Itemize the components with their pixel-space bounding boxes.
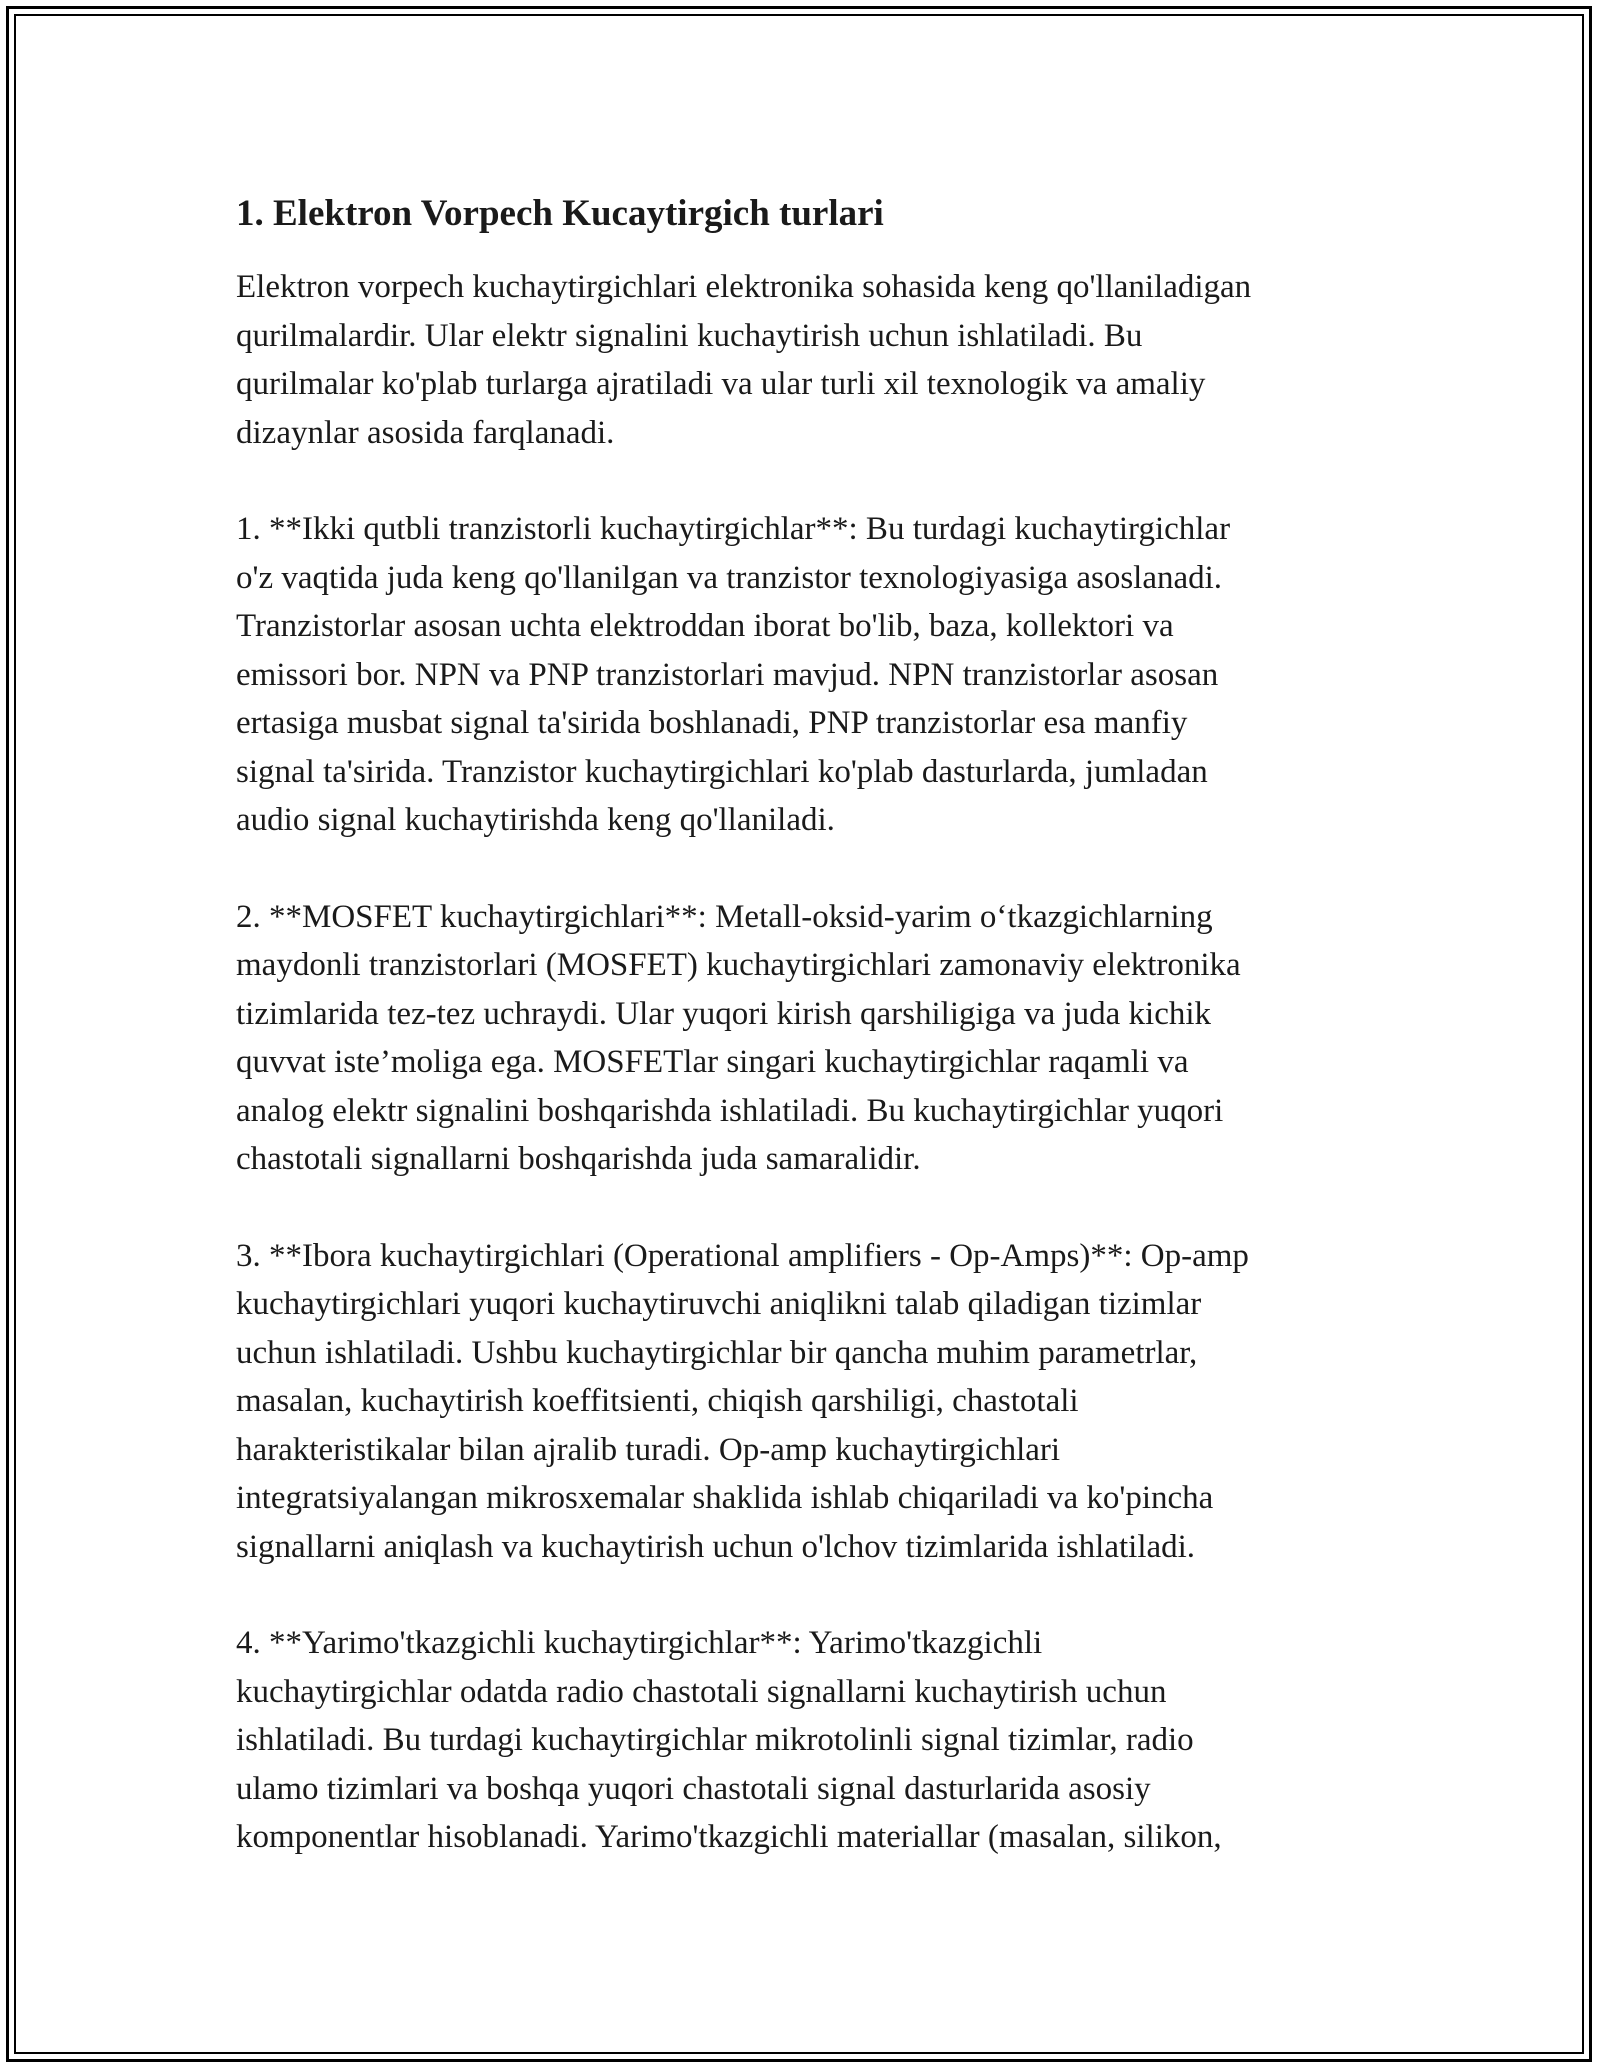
text-line: harakteristikalar bilan ajralib turadi. Op-amp kuchaytirgichlari xyxy=(236,1431,1061,1468)
paragraph-mosfet xyxy=(236,893,1376,1184)
text-line: analog elektr signalini boshqarishda ishlatiladi. Bu kuchaytirgichlar yuqori xyxy=(236,1092,1224,1129)
text-line: komponentlar hisoblanadi. Yarimo'tkazgichli materiallar (masalan, silikon, xyxy=(236,1819,1222,1855)
text-line: maydonli tranzistorlari (MOSFET) kuchaytirgichlari zamonaviy elektronika xyxy=(236,947,1241,983)
text-line: audio signal kuchaytirishda keng qo'llaniladi. xyxy=(236,802,835,838)
text-line: ulamo tizimlari va boshqa yuqori chastotali signal dasturlarida asosiy xyxy=(236,1770,1151,1807)
text-line: ishlatiladi. Bu turdagi kuchaytirgichlar mikrotolinli signal tizimlar, radio xyxy=(236,1722,1194,1758)
text-line: signallarni aniqlash va kuchaytirish uchun o'lchov tizimlarida ishlatiladi. xyxy=(236,1528,1196,1565)
text-line: qurilmalardir. Ular elektr signalini kuchaytirish uchun ishlatiladi. Bu xyxy=(236,317,1143,354)
paragraph-bipolar-transistor xyxy=(236,505,1376,845)
text-line: masalan, kuchaytirish koeffitsienti, chiqish qarshiligi, chastotali xyxy=(236,1383,1079,1419)
text-line: kuchaytirgichlari yuqori kuchaytiruvchi aniqlikni talab qiladigan tizimlar xyxy=(236,1286,1202,1322)
text-line: emissori bor. NPN va PNP tranzistorlari mavjud. NPN tranzistorlar asosan xyxy=(236,656,1219,693)
text-line: dizaynlar asosida farqlanadi. xyxy=(236,414,615,451)
text-line: 3. **Ibora kuchaytirgichlari (Operational amplifiers - Op-Amps)**: Op-amp xyxy=(236,1237,1249,1274)
text-line: chastotali signallarni boshqarishda juda samaralidir. xyxy=(236,1141,921,1177)
document-body xyxy=(236,183,1376,1862)
paragraph-semiconductor xyxy=(236,1619,1376,1862)
text-line: quvvat iste’moliga ega. MOSFETlar singari kuchaytirgichlar raqamli va xyxy=(236,1044,1189,1080)
text-line: uchun ishlatiladi. Ushbu kuchaytirgichlar bir qancha muhim parametrlar, xyxy=(236,1334,1198,1371)
paragraph-op-amps xyxy=(236,1232,1376,1572)
text-line: o'z vaqtida juda keng qo'llanilgan va tranzistor texnologiyasiga asoslanadi. xyxy=(236,559,1223,596)
paragraph-intro xyxy=(236,263,1376,457)
text-line: 2. **MOSFET kuchaytirgichlari**: Metall-oksid-yarim o‘tkazgichlarning xyxy=(236,898,1213,935)
document-title: 1. Elektron Vorpech Kucaytirgich turlari xyxy=(236,193,884,234)
text-line: qurilmalar ko'plab turlarga ajratiladi va ular turli xil texnologik va amaliy xyxy=(236,366,1206,402)
text-line: tizimlarida tez-tez uchraydi. Ular yuqori kirish qarshiligiga va juda kichik xyxy=(236,995,1212,1032)
text-line: 4. **Yarimo'tkazgichli kuchaytirgichlar**: Yarimo'tkazgichli xyxy=(236,1625,1043,1661)
text-line: signal ta'sirida. Tranzistor kuchaytirgichlari ko'plab dasturlarda, jumladan xyxy=(236,753,1208,790)
text-line: Tranzistorlar asosan uchta elektroddan iborat bo'lib, baza, kollektori va xyxy=(236,608,1174,644)
text-line: ertasiga musbat signal ta'sirida boshlanadi, PNP tranzistorlar esa manfiy xyxy=(236,705,1188,741)
text-line: integratsiyalangan mikrosxemalar shaklida ishlab chiqariladi va ko'pincha xyxy=(236,1480,1214,1516)
text-line: kuchaytirgichlar odatda radio chastotali signallarni kuchaytirish uchun xyxy=(236,1673,1167,1710)
text-line: 1. **Ikki qutbli tranzistorli kuchaytirgichlar**: Bu turdagi kuchaytirgichlar xyxy=(236,511,1231,547)
text-line: Elektron vorpech kuchaytirgichlari elektronika sohasida keng qo'llaniladigan xyxy=(236,269,1252,305)
